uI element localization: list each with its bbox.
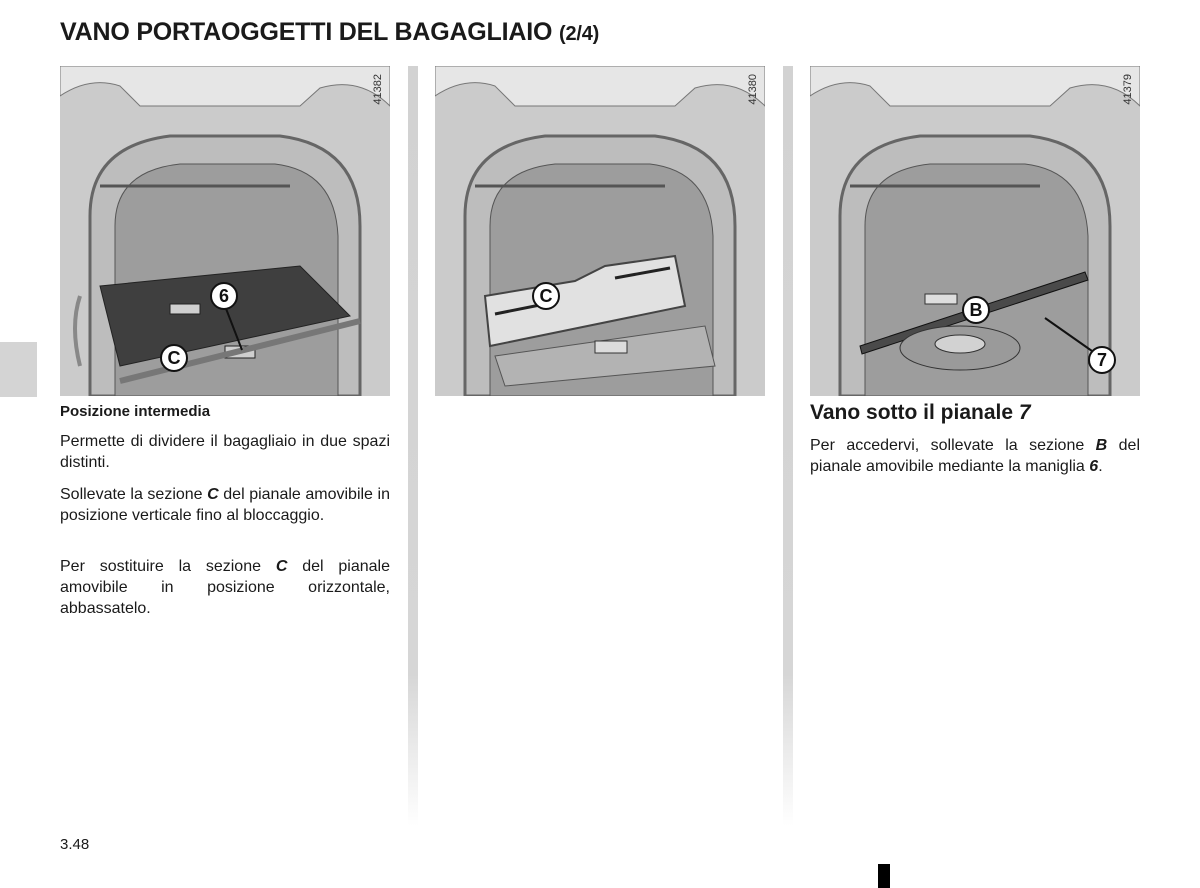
callout-section-c: C: [532, 282, 560, 310]
figure-reference-number: 41379: [1122, 74, 1134, 105]
column-separator: [783, 66, 793, 826]
paragraph-divide: Permette di dividere il bagagliaio in due spazi distinti.: [60, 433, 390, 471]
paragraph-access: Per accedervi, sollevate la sezione B del pianale amovibile mediante la maniglia 6.: [810, 437, 1141, 475]
section-heading-intermediate: Posizione intermedia: [60, 403, 211, 420]
callout-compartment-7: 7: [1088, 346, 1116, 374]
figure-reference-number: 41380: [747, 74, 759, 105]
paragraph-lower-section: Per sostituire la sezione C del pianale amovibile in posizione orizzontale, abbassatelo.: [60, 558, 390, 617]
trunk-illustration-underfloor: [810, 66, 1140, 396]
trunk-illustration-intermediate: [60, 66, 390, 396]
chapter-tab: [0, 342, 37, 397]
callout-section-b: B: [962, 296, 990, 324]
trunk-illustration-vertical: [435, 66, 765, 396]
column-separator: [408, 66, 418, 826]
callout-handle-6: 6: [210, 282, 238, 310]
title-text: VANO PORTAOGGETTI DEL BAGAGLIAIO: [60, 18, 553, 46]
callout-section-c: C: [160, 344, 188, 372]
page-edge-marker: [878, 864, 890, 888]
title-part-indicator: (2/4): [558, 23, 600, 45]
paragraph-raise-section: Sollevate la sezione C del pianale amovibile in posizione verticale fino al bloccaggio.: [60, 486, 390, 524]
page-title: [60, 18, 599, 47]
figure-reference-number: 41382: [372, 74, 384, 105]
page-number: 3.48: [60, 836, 90, 853]
section-heading-underfloor: Vano sotto il pianale 7: [810, 401, 1031, 424]
